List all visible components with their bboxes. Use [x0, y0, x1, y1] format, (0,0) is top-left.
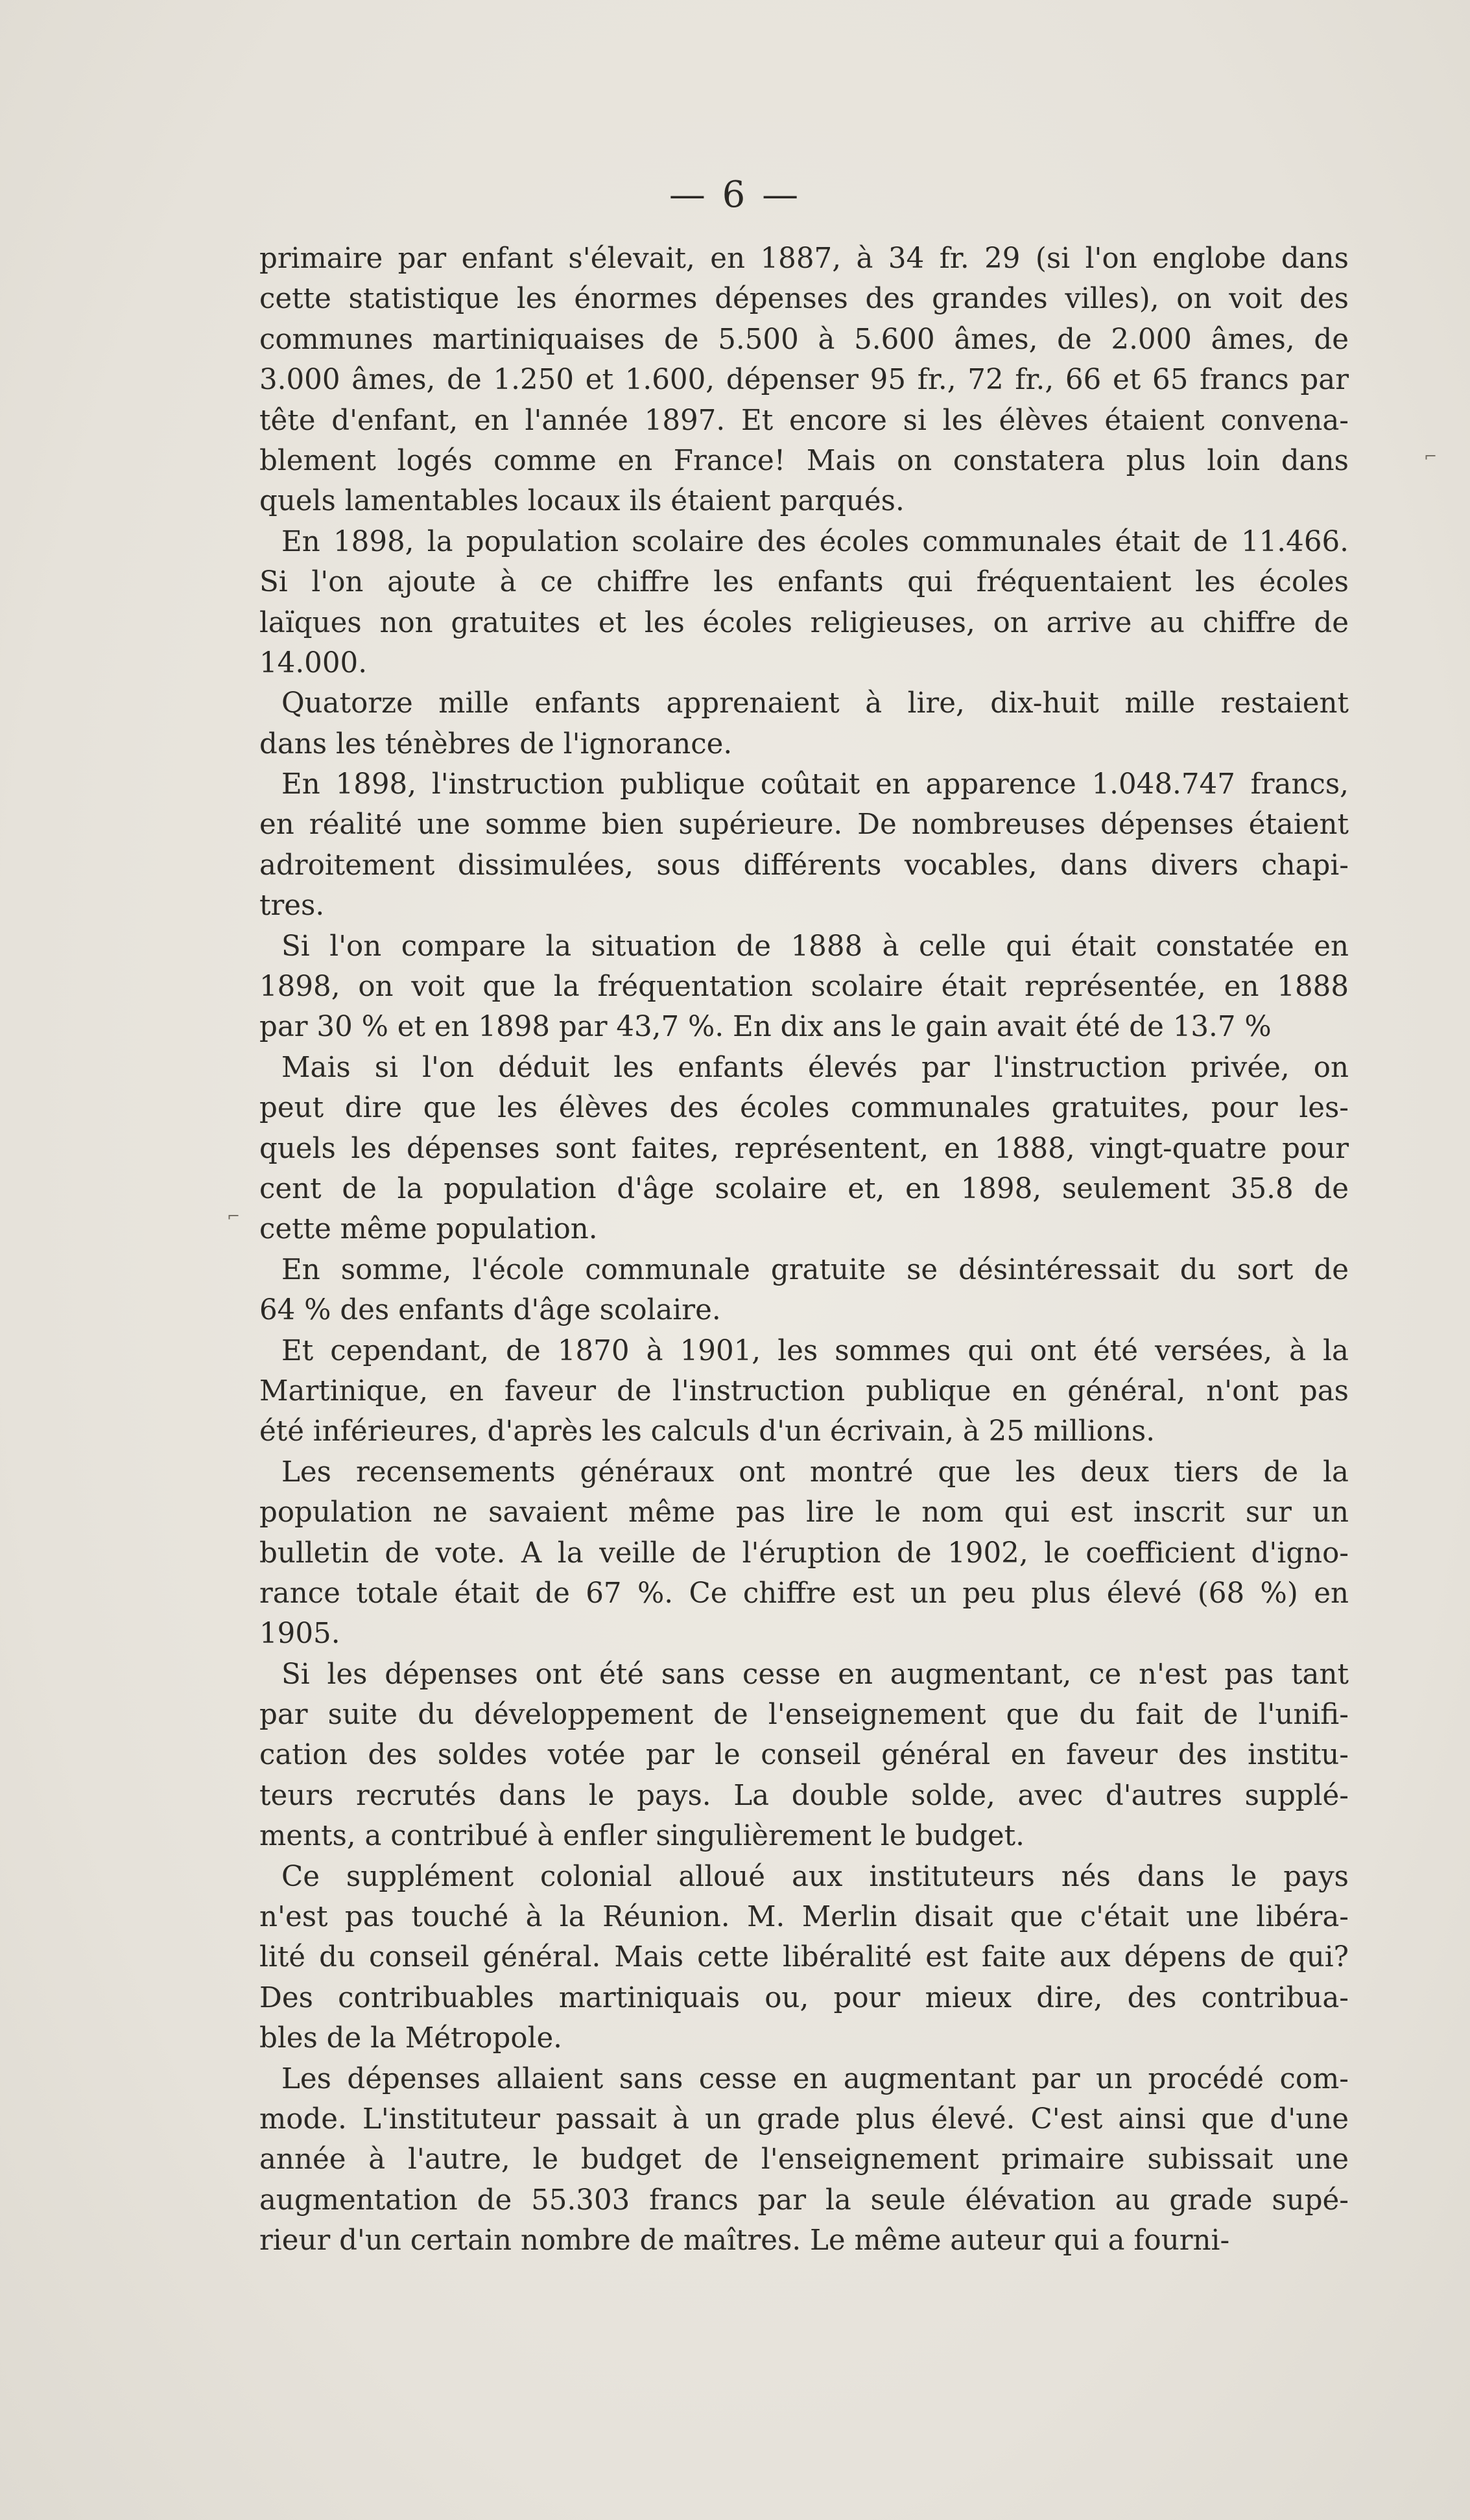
text-line: Mais si l'on déduit les enfants élevés par l'instruction privée, on: [281, 1051, 1349, 1084]
text-line: tres.: [259, 889, 325, 923]
text-line: En somme, l'école communale gratuite se désintéressait du sort de: [281, 1253, 1349, 1286]
text-line: rieur d'un certain nombre de maîtres. Le même auteur qui a fourni-: [259, 2224, 1230, 2257]
text-line: teurs recrutés dans le pays. La double solde, avec d'autres supplé-: [259, 1779, 1349, 1812]
paragraph: [259, 926, 1349, 1048]
text-line: par suite du développement de l'enseignement que du fait de l'unifi-: [259, 1699, 1349, 1732]
text-line: Et cependant, de 1870 à 1901, les sommes qui ont été versées, à la: [281, 1334, 1349, 1367]
text-line: quels lamentables locaux ils étaient parqués.: [259, 485, 905, 518]
text-line: 3.000 âmes, de 1.250 et 1.600, dépenser 95 fr., 72 fr., 66 et 65 francs par: [259, 364, 1349, 397]
paragraph: [259, 2059, 1349, 2261]
text-line: 14.000.: [259, 646, 368, 679]
text-line: n'est pas touché à la Réunion. M. Merlin disait que c'était une libéra-: [259, 1901, 1349, 1934]
body-text: [259, 239, 1349, 2261]
margin-mark-left: ⌐: [227, 1207, 241, 1225]
paragraph: [259, 522, 1349, 684]
paragraph: [259, 1654, 1349, 1857]
text-line: Quatorze mille enfants apprenaient à lire, dix-huit mille restaient: [281, 687, 1349, 720]
text-line: cette même population.: [259, 1213, 598, 1246]
text-line: 1905.: [259, 1618, 340, 1651]
text-line: laïques non gratuites et les écoles religieuses, on arrive au chiffre de: [259, 606, 1349, 639]
paragraph: [259, 1857, 1349, 2059]
text-line: 64 % des enfants d'âge scolaire.: [259, 1294, 721, 1327]
paragraph: [259, 764, 1349, 926]
text-line: bulletin de vote. A la veille de l'éruption de 1902, le coefficient d'igno-: [259, 1537, 1349, 1570]
text-line: dans les ténèbres de l'ignorance.: [259, 727, 733, 760]
paragraph: [259, 1452, 1349, 1654]
text-line: quels les dépenses sont faites, représentent, en 1888, vingt-quatre pour: [259, 1132, 1349, 1165]
text-line: Les dépenses allaient sans cesse en augmentant par un procédé com-: [281, 2062, 1349, 2095]
text-line: Ce supplément colonial alloué aux instituteurs nés dans le pays: [281, 1860, 1349, 1893]
margin-mark-right: ⌐: [1424, 447, 1438, 465]
text-line: 1898, on voit que la fréquentation scolaire était représentée, en 1888: [259, 971, 1349, 1004]
text-line: Des contribuables martiniquais ou, pour mieux dire, des contribua-: [259, 1981, 1349, 2014]
text-line: Les recensements généraux ont montré que les deux tiers de la: [281, 1455, 1349, 1489]
text-line: Si les dépenses ont été sans cesse en augmentant, ce n'est pas tant: [281, 1658, 1349, 1691]
text-line: mode. L'instituteur passait à un grade plus élevé. C'est ainsi que d'une: [259, 2102, 1349, 2136]
text-line: En 1898, l'instruction publique coûtait en apparence 1.048.747 francs,: [281, 768, 1349, 801]
text-line: Martinique, en faveur de l'instruction publique en général, n'ont pas: [259, 1374, 1349, 1407]
text-line: Si l'on compare la situation de 1888 à celle qui était constatée en: [281, 930, 1349, 963]
paragraph: [259, 1250, 1349, 1331]
text-line: adroitement dissimulées, sous différents vocables, dans divers chapi-: [259, 849, 1349, 882]
text-line: communes martiniquaises de 5.500 à 5.600 âmes, de 2.000 âmes, de: [259, 323, 1349, 356]
text-line: cette statistique les énormes dépenses des grandes villes), on voit des: [259, 283, 1349, 316]
text-line: peut dire que les élèves des écoles communales gratuites, pour les-: [259, 1092, 1349, 1125]
text-line: année à l'autre, le budget de l'enseignement primaire subissait une: [259, 2143, 1349, 2176]
text-line: population ne savaient même pas lire le nom qui est inscrit sur un: [259, 1496, 1349, 1529]
text-line: lité du conseil général. Mais cette libéralité est faite aux dépens de qui?: [259, 1941, 1349, 1974]
text-line: bles de la Métropole.: [259, 2022, 563, 2055]
text-line: cent de la population d'âge scolaire et, en 1898, seulement 35.8 de: [259, 1172, 1349, 1205]
text-line: primaire par enfant s'élevait, en 1887, à 34 fr. 29 (si l'on englobe dans: [259, 242, 1349, 275]
text-line: rance totale était de 67 %. Ce chiffre est un peu plus élevé (68 %) en: [259, 1577, 1349, 1610]
paragraph: [259, 1048, 1349, 1250]
text-line: cation des soldes votée par le conseil général en faveur des institu-: [259, 1739, 1349, 1772]
text-line: En 1898, la population scolaire des écoles communales était de 11.466.: [281, 525, 1349, 558]
paragraph: [259, 683, 1349, 764]
text-line: en réalité une somme bien supérieure. De nombreuses dépenses étaient: [259, 808, 1349, 842]
text-line: par 30 % et en 1898 par 43,7 %. En dix ans le gain avait été de 13.7 %: [259, 1011, 1272, 1044]
paragraph: [259, 1331, 1349, 1452]
text-line: blement logés comme en France! Mais on constatera plus loin dans: [259, 444, 1349, 477]
text-line: été inférieures, d'après les calculs d'un écrivain, à 25 millions.: [259, 1415, 1156, 1448]
text-line: tête d'enfant, en l'année 1897. Et encore si les élèves étaient convena-: [259, 404, 1349, 437]
text-line: augmentation de 55.303 francs par la seule élévation au grade supé-: [259, 2184, 1349, 2217]
text-line: Si l'on ajoute à ce chiffre les enfants qui fréquentaient les écoles: [259, 566, 1349, 599]
paragraph: [259, 239, 1349, 522]
page-number: — 6 —: [669, 174, 801, 216]
text-line: ments, a contribué à enfler singulièrement le budget.: [259, 1820, 1025, 1853]
